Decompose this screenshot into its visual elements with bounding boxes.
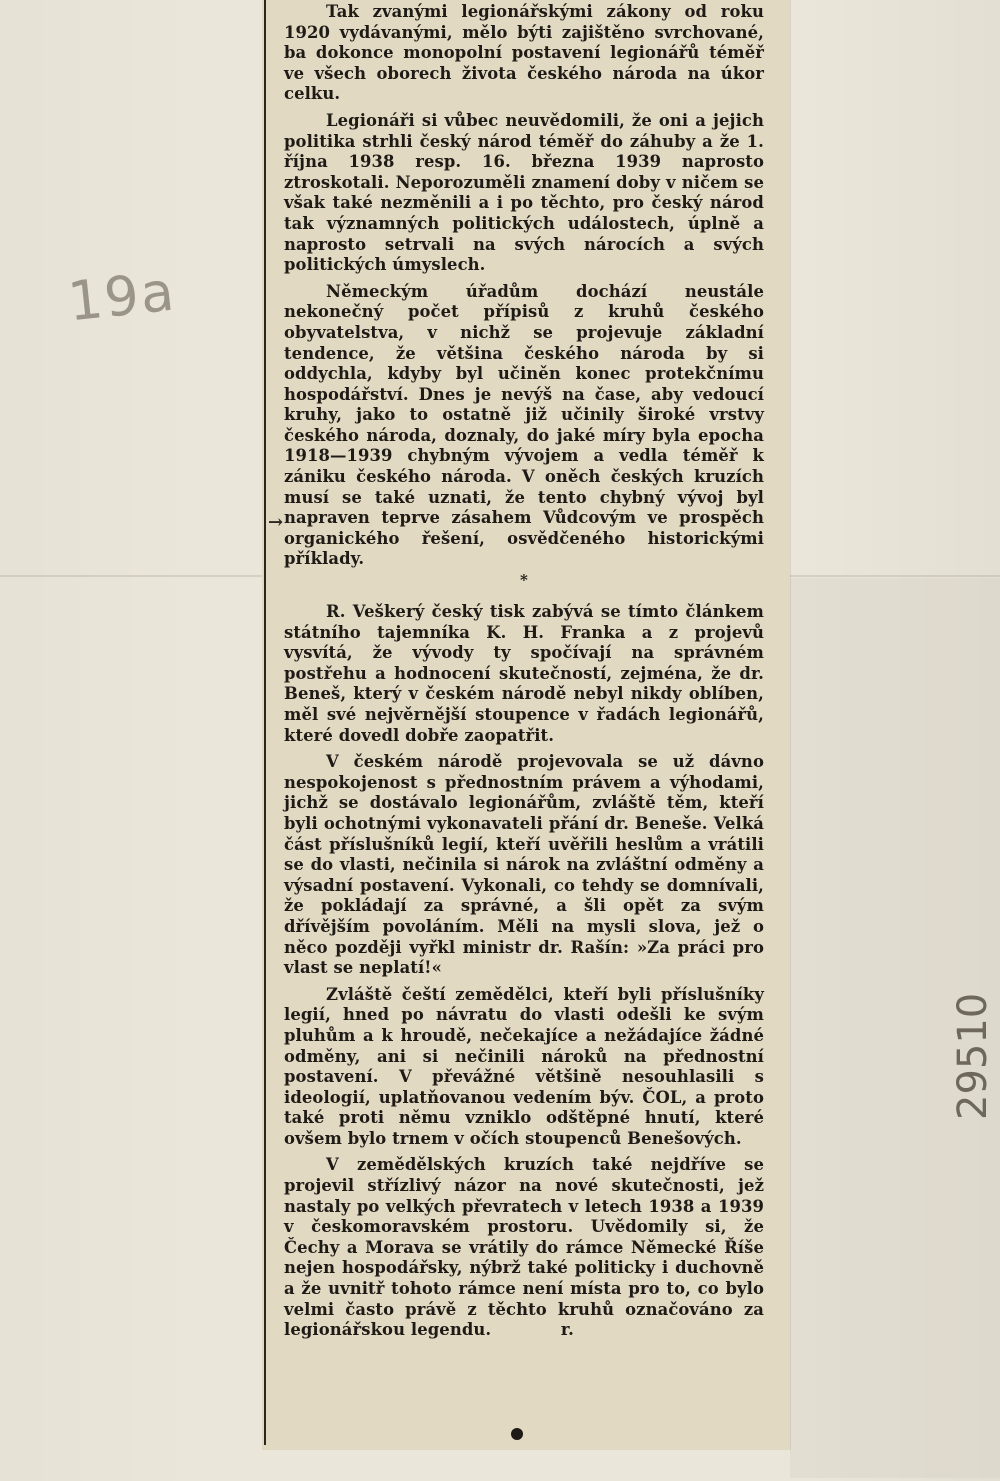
clipping-edge-line bbox=[264, 590, 266, 1445]
clipping-edge-line bbox=[264, 0, 266, 605]
margin-mark: → bbox=[268, 512, 284, 533]
side-archive-number: 29510 bbox=[950, 992, 996, 1120]
article-paragraph: Německým úřadům dochází neustále nekonečný počet přípisů z kruhů českého obyvatelstva, v nichž se projevuje základní tendence, že většina českého národa by si oddychla, kdyby byl učiněn konec protekčnímu hospodářství. Dnes je nevýš na čase, aby vedoucí kruhy, jako to ostatně již učinily široké vrstvy českého národa, doznaly, do jaké míry byla epocha 1918—1939 chybným vývojem a vedla téměř k zániku českého národa. V oněch českých kruzích musí se také uznati, že tento chybný vývoj byl napraven teprve zásahem Vůdcovým ve prospěch organického řešení, osvědčeného historickými příklady. bbox=[284, 281, 764, 569]
article-paragraph: Tak zvanými legionářskými zákony od roku 1920 vydávanými, mělo býti zajištěno svrchované, ba dokonce monopolní postavení legionářů téměř ve všech oborech života českého národa na úkor celku. bbox=[284, 2, 764, 104]
article-paragraph-text: V zemědělských kruzích také nejdříve se projevil střízlivý názor na nové skutečnosti, jež nastaly po velkých převratech v letech 1938 a 1939 v českomoravském prostoru. Uvědomily si, že Čechy a Morava se vrátily do rámce Německé Říše nejen hospodářsky, nýbrž také politicky i duchovně a že uvnitř tohoto rámce není místa pro to, co bylo velmi často právě z těchto kruhů označováno za legionářskou legendu. bbox=[284, 1155, 764, 1340]
article-column bbox=[284, 2, 764, 1341]
author-signature: r. bbox=[560, 1320, 574, 1340]
article-paragraph: R. Veškerý český tisk zabývá se tímto článkem státního tajemníka K. H. Franka a z projevů vysvítá, že vývody ty spočívají na správném postřehu a hodnocení skutečností, zejména, že dr. Beneš, který v českém národě nebyl nikdy oblíben, měl své nejvěrnější stoupence v řadách legionářů, které dovedl dobře zaopatřit. bbox=[284, 602, 764, 745]
article-paragraph: V českém národě projevovala se už dávno nespokojenost s přednostním právem a výhodami, jichž se dostávalo legionářům, zvláště těm, kteří byli ochotnými vykonavateli přání dr. Beneše. Velká část příslušníků legií, kteří uvěřili heslům a vrátili se do vlasti, nečinila si nárok na zvláštní odměny a výsadní postavení. Vykonali, co tehdy se domnívali, že pokládají za správné, a šli opět za svým dřívějším povoláním. Měli na mysli slova, jež o něco později vyřkl ministr dr. Rašín: »Za práci pro vlast se neplatí!« bbox=[284, 752, 764, 978]
end-dot bbox=[511, 1428, 523, 1440]
article-paragraph: Zvláště čeští zemědělci, kteří byli příslušníky legií, hned po návratu do vlasti odešli ke svým pluhům a k hroudě, nečekajíce a nežádajíce žádné odměny, ani si nečinili nároků na přednostní postavení. V převážné většině nesouhlasili s ideologií, uplatňovanou vedením býv. ČOL, a proto také proti němu vzniklo odštěpné hnutí, které ovšem bylo trnem v očích stoupenců Benešových. bbox=[284, 984, 764, 1148]
article-paragraph bbox=[284, 1155, 764, 1340]
article-paragraph: Legionáři si vůbec neuvědomili, že oni a jejich politika strhli český národ téměř do záhuby a že 1. října 1938 resp. 16. března 1939 naprosto ztroskotali. Neporozuměli znamení doby v ničem se však také nezměnili a i po těchto, pro český národ tak významných politických událostech, úplně a naprosto setrvali na svých nárocích a svých politických úmyslech. bbox=[284, 110, 764, 275]
section-separator: * bbox=[520, 571, 528, 590]
handwritten-page-note: 19a bbox=[65, 259, 179, 334]
